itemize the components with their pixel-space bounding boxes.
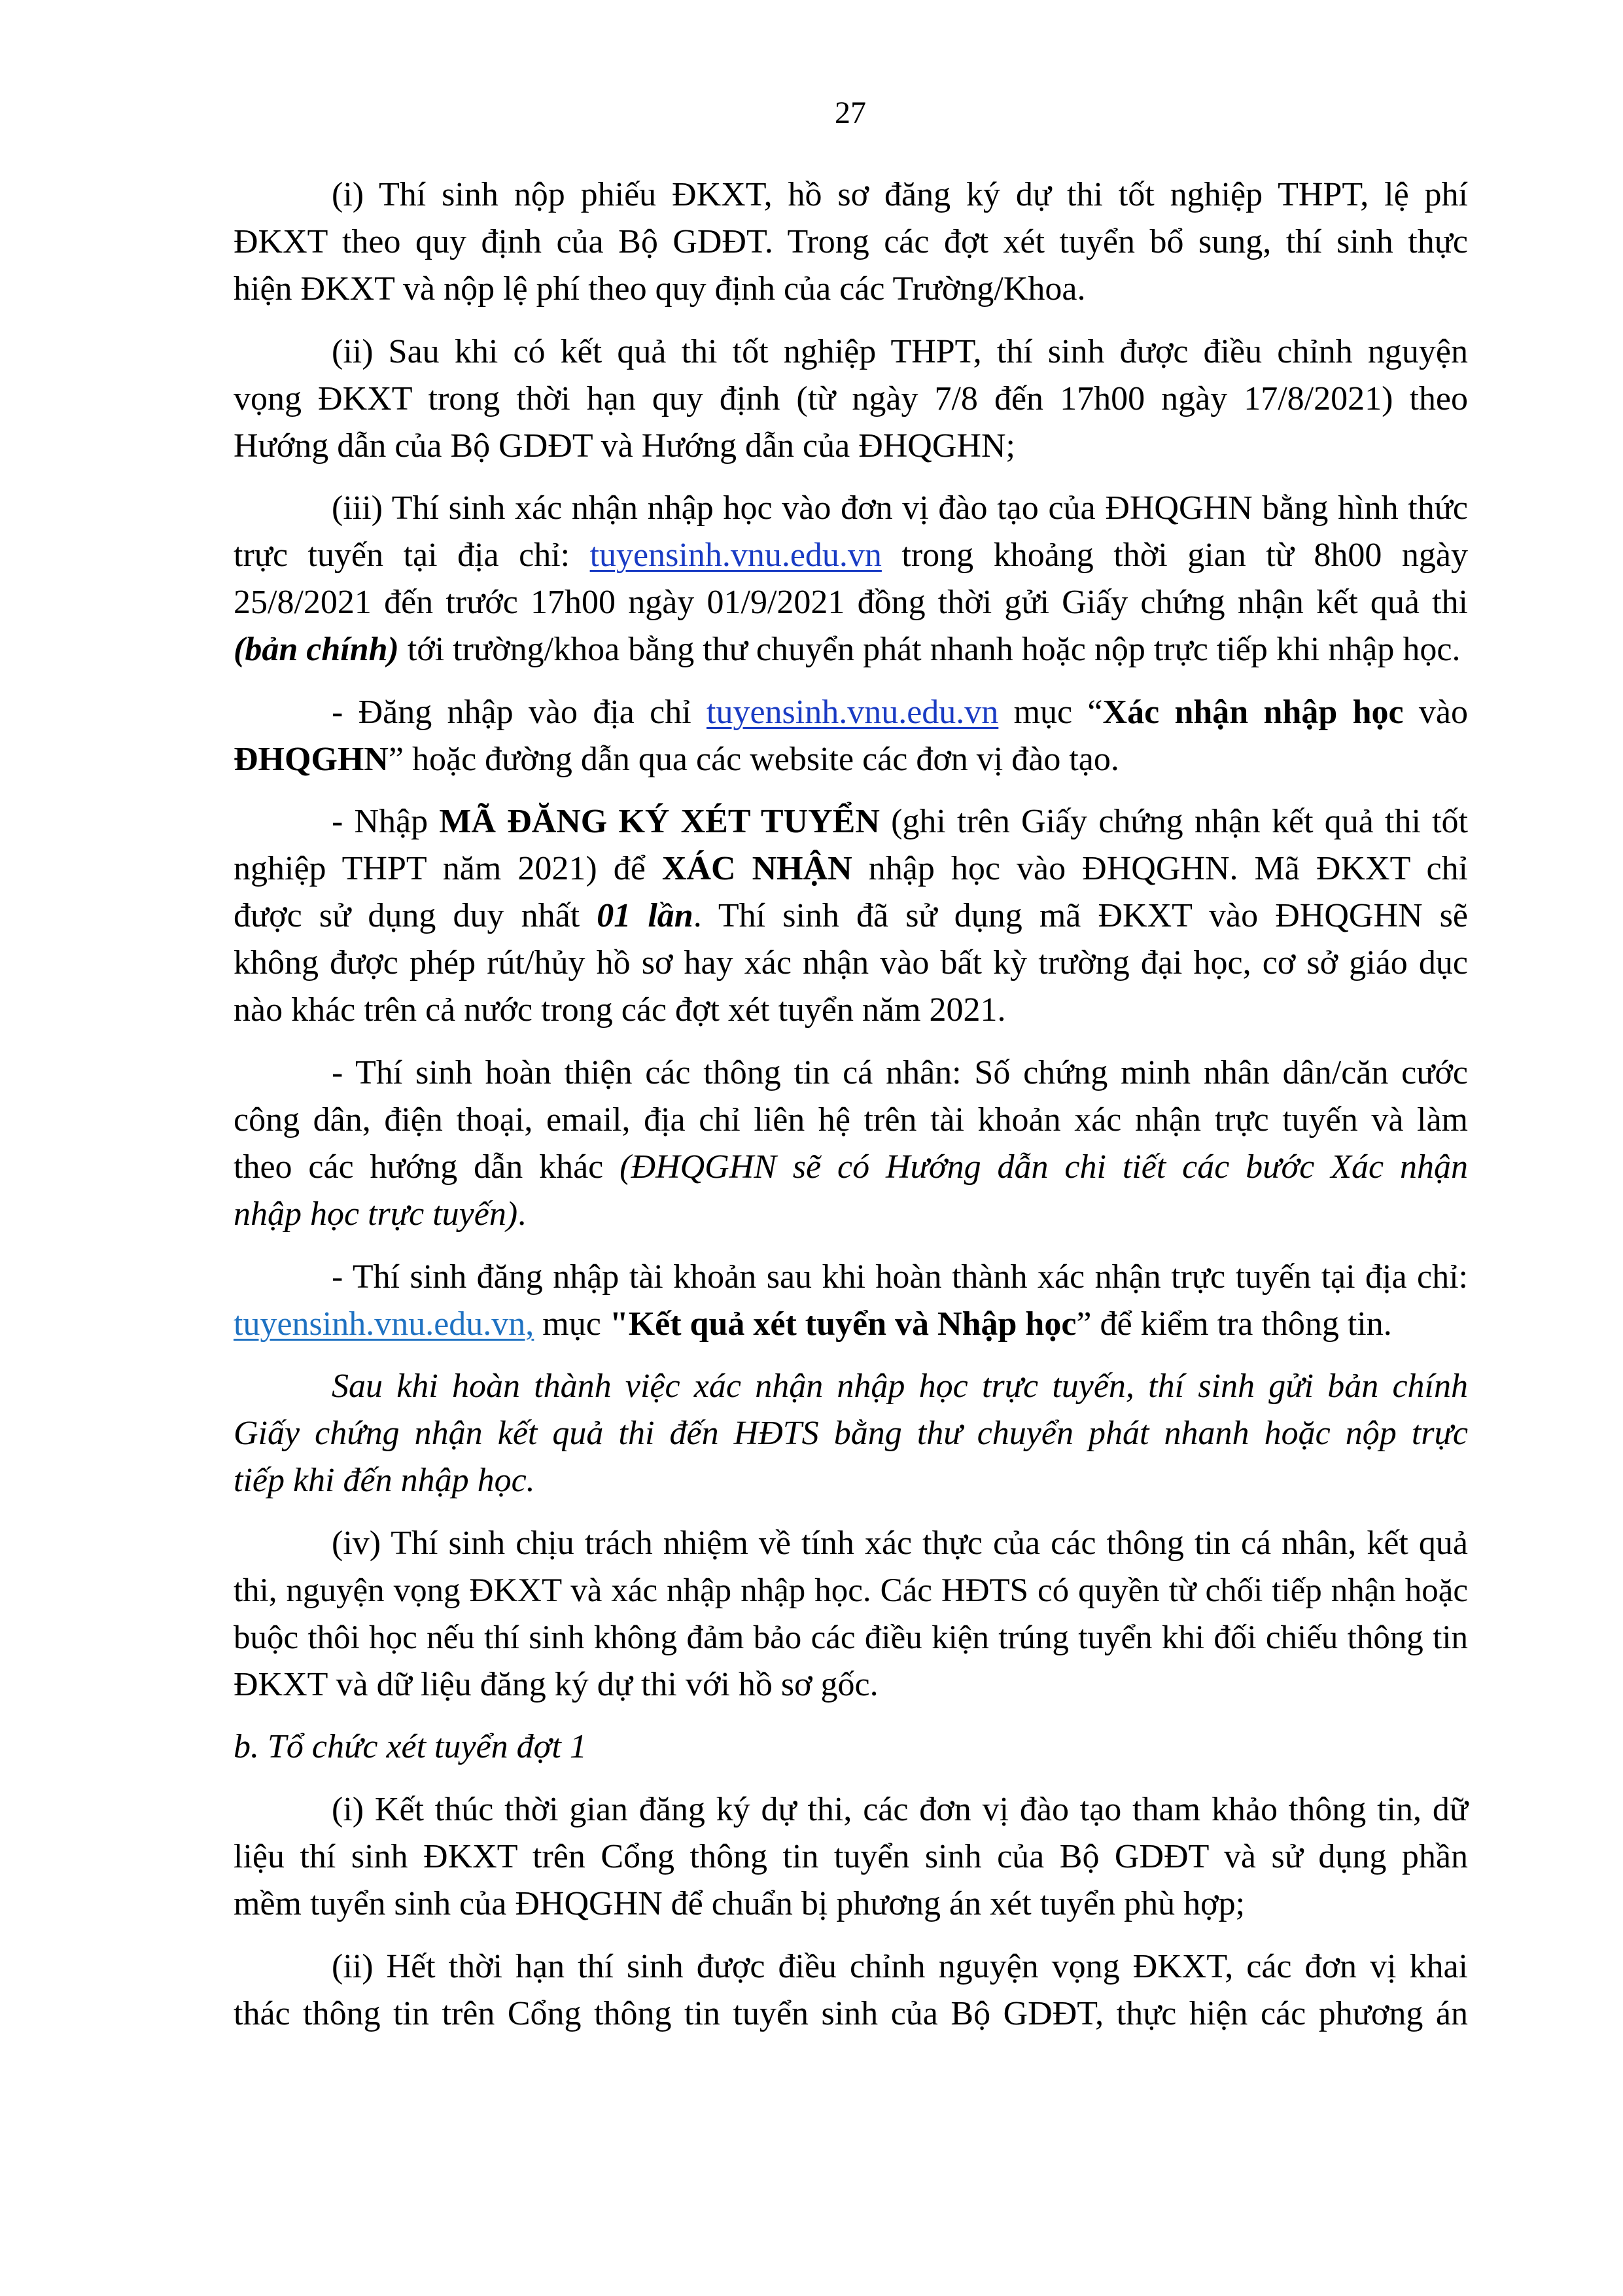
text-line (234, 1614, 1468, 1661)
text-run: theo các hướng dẫn khác (234, 1148, 620, 1186)
text-run: mục “ (998, 693, 1103, 731)
bold-text: ĐHQGHN (234, 740, 389, 778)
text-line (234, 171, 1468, 219)
text-run: (ii) Sau khi có kết quả thi tốt nghiệp THPT, thí sinh được điều chỉnh nguyện (332, 332, 1468, 370)
text-run: nghiệp THPT năm 2021) để (234, 850, 662, 888)
text-run: được sử dụng duy nhất (234, 897, 597, 935)
text-line (234, 1786, 1468, 1833)
text-line (234, 219, 1468, 266)
text-line (234, 266, 1468, 313)
text-line (234, 376, 1468, 423)
text-run: - Nhập (332, 803, 440, 841)
text-run: 25/8/2021 đến trước 17h00 ngày 01/9/2021 đồng thời gửi Giấy chứng nhận kết quả thi (234, 584, 1468, 622)
text-run: thi, nguyện vọng ĐKXT và xác nhập nhập học. Các HĐTS có quyền từ chối tiếp nhận hoặc (234, 1572, 1468, 1609)
text-run: ĐKXT và dữ liệu đăng ký dự thi với hồ sơ gốc. (234, 1665, 879, 1703)
text-line (234, 1943, 1468, 1990)
text-run: (i) Kết thúc thời gian đăng ký dự thi, các đơn vị đào tạo tham khảo thông tin, dữ (332, 1790, 1468, 1828)
paragraph-p-send-original (234, 1363, 1468, 1504)
paragraph-p-enter-code (234, 798, 1468, 1034)
text-line (234, 1144, 1468, 1191)
bold-text: MÃ ĐĂNG KÝ XÉT TUYỂN (439, 803, 880, 841)
text-run: tiếp khi đến nhập học. (234, 1462, 535, 1500)
text-line (234, 1520, 1468, 1567)
text-line (234, 328, 1468, 376)
text-line (234, 1661, 1468, 1708)
website-link[interactable]: tuyensinh.vnu.edu.vn (707, 693, 999, 731)
paragraph-p-iii-confirm (234, 485, 1468, 673)
text-run: Sau khi hoàn thành việc xác nhận nhập học trực tuyến, thí sinh gửi bản chính (332, 1368, 1468, 1405)
text-run: (iv) Thí sinh chịu trách nhiệm về tính xác thực của các thông tin cá nhân, kết quả (332, 1524, 1468, 1562)
bold-text: XÁC NHẬN (661, 850, 852, 888)
paragraph-p-i-submit (234, 171, 1468, 313)
italic-text: (ĐHQGHN sẽ có Hướng dẫn chi tiết các bước Xác nhận (620, 1148, 1468, 1186)
italic-text: nhập học trực tuyến) (234, 1195, 518, 1233)
text-run: (ii) Hết thời hạn thí sinh được điều chỉnh nguyện vọng ĐKXT, các đơn vị khai (332, 1947, 1468, 1985)
text-run: trực tuyến tại địa chỉ: (234, 537, 590, 574)
text-line (234, 689, 1468, 736)
text-run: tới trường/khoa bằng thư chuyển phát nhanh hoặc nộp trực tiếp khi nhập học. (398, 631, 1461, 669)
text-run: trong khoảng thời gian từ 8h00 ngày (881, 537, 1468, 574)
text-run: mục (534, 1305, 610, 1343)
paragraph-p-b-ii (234, 1943, 1468, 2038)
text-run: - Thí sinh đăng nhập tài khoản sau khi hoàn thành xác nhận trực tuyến tại địa chỉ: (332, 1258, 1468, 1296)
text-line (234, 845, 1468, 892)
text-line (234, 1723, 1468, 1771)
bold-text: 01 lần (597, 897, 693, 935)
document-body (234, 171, 1468, 2038)
text-run: mềm tuyển sinh của ĐHQGHN để chuẩn bị phương án xét tuyển phù hợp; (234, 1884, 1246, 1922)
text-line (234, 1990, 1468, 2038)
paragraph-p-personal-info (234, 1050, 1468, 1238)
text-line (234, 1191, 1468, 1238)
text-run: Giấy chứng nhận kết quả thi đến HĐTS bằng thư chuyển phát nhanh hoặc nộp trực (234, 1415, 1468, 1453)
text-run: . Thí sinh đã sử dụng mã ĐKXT vào ĐHQGHN sẽ (693, 897, 1468, 935)
text-line (234, 987, 1468, 1034)
text-line (234, 423, 1468, 470)
text-line (234, 1363, 1468, 1410)
text-run: ” hoặc đường dẫn qua các website các đơn vị đào tạo. (388, 740, 1119, 778)
website-link[interactable]: tuyensinh.vnu.edu.vn (589, 537, 882, 574)
paragraph-p-ii-adjust (234, 328, 1468, 470)
paragraph-p-heading-b (234, 1723, 1468, 1771)
text-line (234, 1457, 1468, 1504)
bold-text: Xác nhận nhập học (1102, 693, 1404, 731)
text-line (234, 579, 1468, 626)
text-line (234, 736, 1468, 783)
text-line (234, 1881, 1468, 1928)
text-run: thác thông tin trên Cổng thông tin tuyển sinh của Bộ GDĐT, thực hiện các phương án (234, 1994, 1468, 2032)
text-run: - Đăng nhập vào địa chỉ (332, 693, 707, 731)
text-run: b. Tổ chức xét tuyển đợt 1 (234, 1728, 587, 1766)
text-run: vào (1403, 693, 1468, 731)
text-line (234, 1567, 1468, 1614)
bold-text: (bản chính) (234, 631, 399, 669)
text-run: hiện ĐKXT và nộp lệ phí theo quy định của các Trường/Khoa. (234, 270, 1086, 308)
paragraph-p-b-i (234, 1786, 1468, 1928)
text-run: buộc thôi học nếu thí sinh không đảm bảo các điều kiện trúng tuyển khi đối chiếu thông tin (234, 1619, 1468, 1656)
text-run: nào khác trên cả nước trong các đợt xét tuyển năm 2021. (234, 991, 1006, 1029)
text-line (234, 532, 1468, 579)
page-number: 27 (835, 96, 866, 130)
paragraph-p-login (234, 689, 1468, 783)
text-run: (i) Thí sinh nộp phiếu ĐKXT, hồ sơ đăng ký dự thi tốt nghiệp THPT, lệ phí (332, 176, 1468, 213)
text-line (234, 1410, 1468, 1457)
text-run: - Thí sinh hoàn thiện các thông tin cá nhân: Số chứng minh nhân dân/căn cước (332, 1053, 1468, 1091)
text-line (234, 485, 1468, 532)
text-run: nhập học vào ĐHQGHN. Mã ĐKXT chỉ (852, 850, 1468, 888)
text-line (234, 940, 1468, 987)
paragraph-p-check-results (234, 1254, 1468, 1348)
paragraph-p-iv-responsibility (234, 1520, 1468, 1708)
text-line (234, 626, 1468, 673)
text-run: liệu thí sinh ĐKXT trên Cổng thông tin tuyển sinh của Bộ GDĐT và sử dụng phần (234, 1837, 1468, 1875)
text-line (234, 1833, 1468, 1881)
text-run: . (517, 1195, 527, 1233)
text-line (234, 1097, 1468, 1144)
bold-text: "Kết quả xét tuyển và Nhập học (609, 1305, 1077, 1343)
text-run: (ghi trên Giấy chứng nhận kết quả thi tốt (879, 803, 1468, 841)
text-line (234, 1050, 1468, 1097)
text-run: ” để kiểm tra thông tin. (1076, 1305, 1392, 1343)
text-line (234, 892, 1468, 940)
text-run: vọng ĐKXT trong thời hạn quy định (từ ngày 7/8 đến 17h00 ngày 17/8/2021) theo (234, 380, 1468, 417)
text-run: không được phép rút/hủy hồ sơ hay xác nhận vào bất kỳ trường đại học, cơ sở giáo dục (234, 944, 1468, 982)
text-run: (iii) Thí sinh xác nhận nhập học vào đơn vị đào tạo của ĐHQGHN bằng hình thức (332, 489, 1468, 527)
text-run: Hướng dẫn của Bộ GDĐT và Hướng dẫn của ĐHQGHN; (234, 427, 1015, 465)
website-link[interactable]: tuyensinh.vnu.edu.vn, (234, 1305, 534, 1343)
text-run: công dân, điện thoại, email, địa chỉ liên hệ trên tài khoản xác nhận trực tuyến và làm (234, 1101, 1468, 1139)
text-line (234, 1254, 1468, 1301)
text-line (234, 798, 1468, 845)
text-run: ĐKXT theo quy định của Bộ GDĐT. Trong các đợt xét tuyển bổ sung, thí sinh thực (234, 223, 1468, 260)
text-line (234, 1301, 1468, 1348)
